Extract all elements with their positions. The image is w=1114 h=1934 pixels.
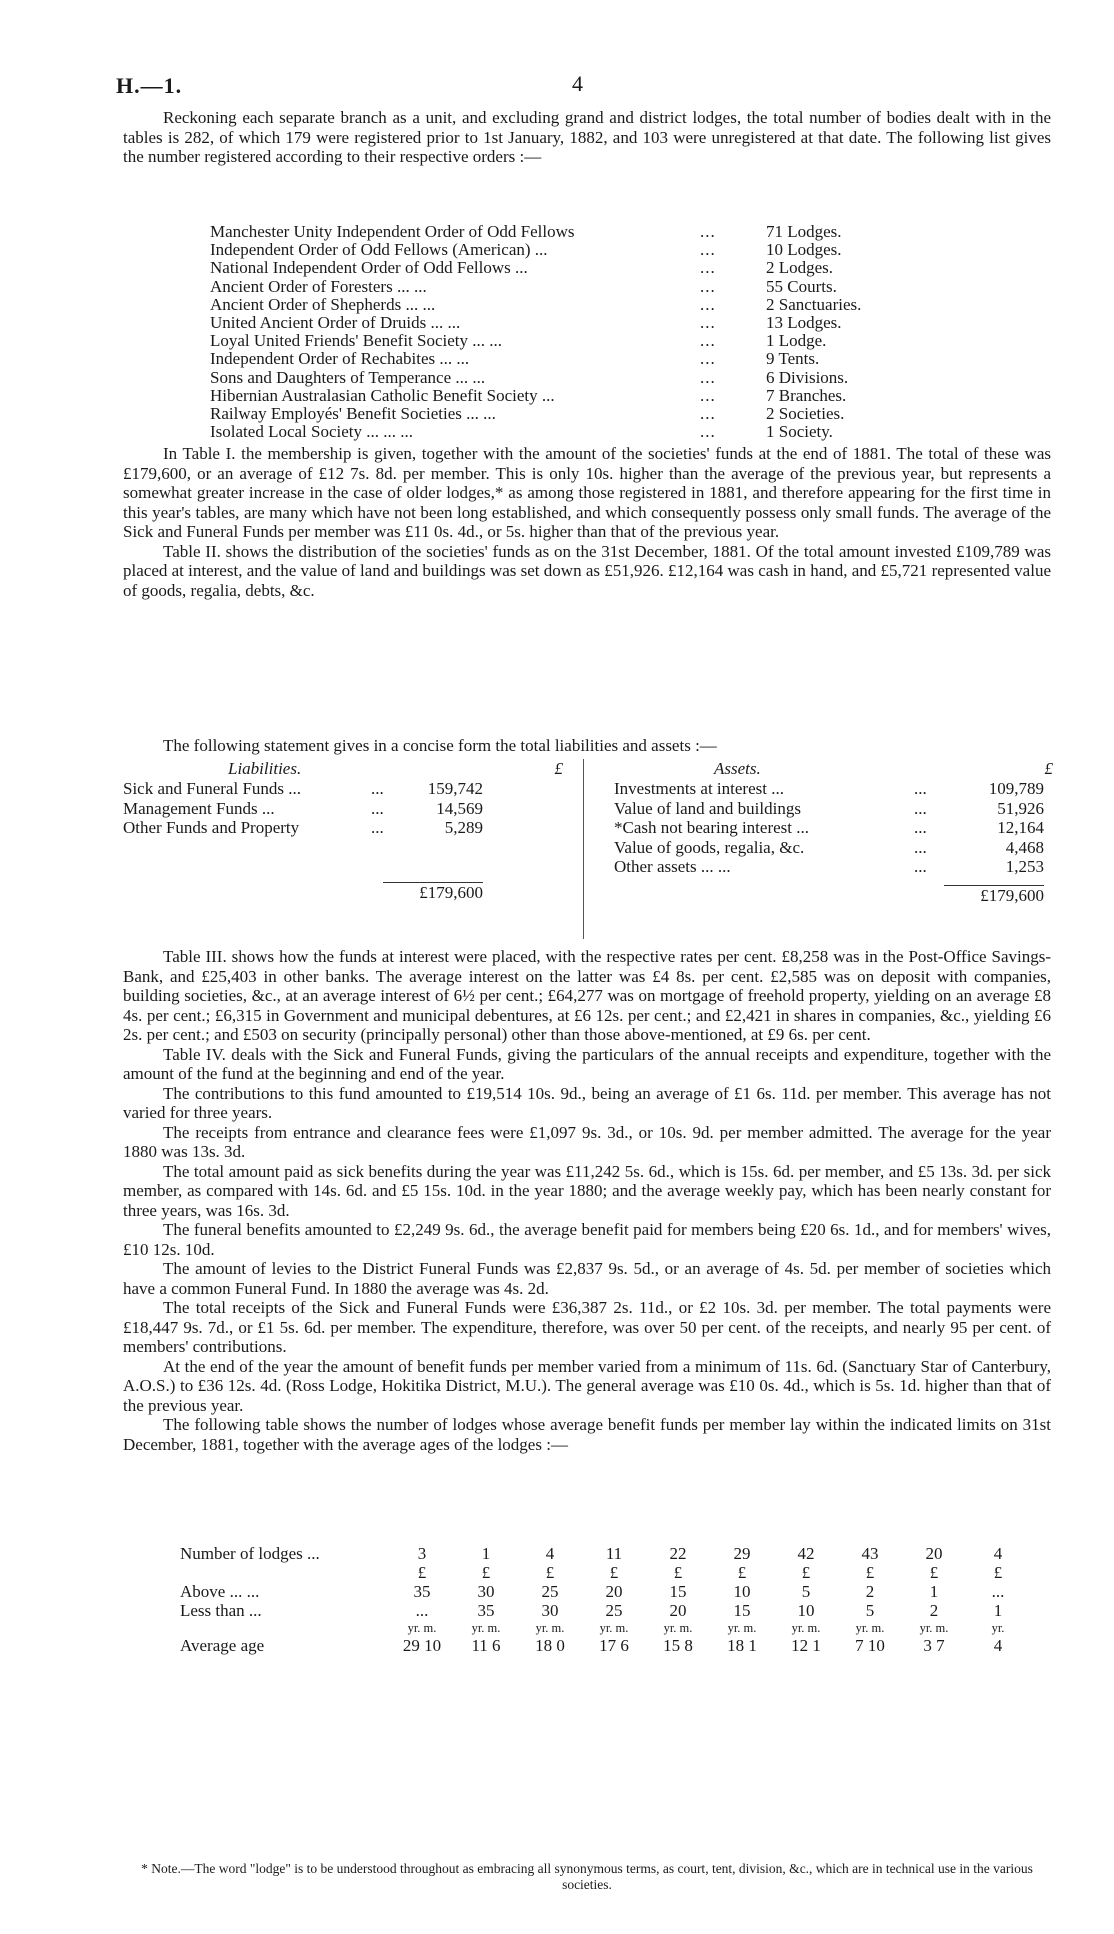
- asset-row: [594, 857, 1053, 877]
- currency-mark: £: [609, 1563, 619, 1582]
- currency-mark: £: [865, 1563, 875, 1582]
- lodge-count: 4: [993, 1544, 1003, 1563]
- average-age-value: 4: [993, 1636, 1003, 1655]
- asset-dots: ...: [914, 857, 927, 876]
- order-row: [210, 223, 990, 241]
- age-unit: yr. m.: [855, 1621, 885, 1635]
- liability-value: 5,289: [444, 818, 483, 837]
- currency-mark: £: [673, 1563, 683, 1582]
- order-name: Hibernian Australasian Catholic Benefit Society ...: [210, 385, 555, 405]
- liability-row: [123, 818, 563, 838]
- age-unit: yr. m.: [727, 1621, 757, 1635]
- order-count: 6 Divisions.: [766, 367, 849, 387]
- asset-label: Investments at interest ...: [614, 779, 784, 798]
- asset-dots: ...: [914, 837, 927, 857]
- order-row: [210, 314, 990, 332]
- liabilities-currency: £: [554, 759, 563, 778]
- following-table-paragraph: The following table shows the number of lodges whose average benefit funds per member lay within the indicated limits on 31st December, 1881, together with the average ages of the lodges :—: [123, 1415, 1051, 1454]
- table2-paragraph: Table II. shows the distribution of the societies' funds as on the 31st December, 1881. Of the total amount invested £109,789 was placed at interest, and the value of land and buildings was set down as £51,926. £12,164 was cash in hand, and £5,721 represented value of goods, regalia, debts, &c.: [123, 541, 1051, 600]
- currency-mark: £: [929, 1563, 939, 1582]
- asset-label: Other assets ... ...: [614, 857, 731, 876]
- above-value: 10: [733, 1582, 751, 1601]
- order-count: 7 Branches.: [766, 385, 847, 405]
- order-name: National Independent Order of Odd Fellows ...: [210, 258, 528, 278]
- order-name: United Ancient Order of Druids ... ...: [210, 312, 461, 332]
- less-than-value: 35: [477, 1601, 495, 1620]
- table1-paragraph: In Table I. the membership is given, together with the amount of the societies' funds at the end of 1881. The total of these was £179,600, or an average of £12 7s. 8d. per member. This is only 10s. higher than the average of the previous year, but represents a somewhat greater increase in the case of older lodges,* as among those registered in 1881, and therefore appearing for the first time in this year's tables, are many which have not been long established, and which consequently possess only small funds. The average of the Sick and Funeral Funds per member was £11 0s. 4d., or 5s. higher than that of the previous year.: [123, 444, 1051, 541]
- table4-paragraph: Table IV. deals with the Sick and Funeral Funds, giving the particulars of the annual receipts and expenditure, together with the amount of the fund at the beginning and end of the year.: [123, 1044, 1051, 1083]
- liability-dots: ...: [371, 779, 384, 798]
- table3-paragraph: Table III. shows how the funds at interest were placed, with the respective rates per cent. £8,258 was in the Post-Office Savings-Bank, and £25,403 in other banks. The average interest on the latter was £4 8s. per cent. £2,585 was on deposit with companies, building societies, &c., at an average interest of 6½ per cent.; £64,277 was on mortgage of freehold property, yielding on an average £8 4s. per cent.; £6,315 in Government and municipal debentures, at £6 12s. per cent.; and £2,421 in shares in companies, &c., yielding £6 2s. per cent.; and £503 on security (principally personal) other than those above-mentioned, at £9 6s. per cent.: [123, 947, 1051, 1044]
- lodge-count: 43: [861, 1544, 879, 1563]
- report-reference: H.—1.: [116, 73, 183, 98]
- age-unit: yr. m.: [791, 1621, 821, 1635]
- above-value: 30: [477, 1582, 495, 1601]
- order-row: [210, 259, 990, 277]
- order-name: Loyal United Friends' Benefit Society ... ...: [210, 331, 503, 351]
- currency-mark: £: [481, 1563, 491, 1582]
- statement-intro-section: [123, 736, 1051, 756]
- order-count: 13 Lodges.: [766, 312, 842, 332]
- age-unit: yr. m.: [407, 1621, 437, 1635]
- above-value: 1: [929, 1582, 939, 1601]
- order-row: [210, 296, 990, 314]
- age-unit: yr. m.: [663, 1621, 693, 1635]
- age-unit: yr. m.: [535, 1621, 565, 1635]
- liability-dots: ...: [371, 818, 384, 837]
- order-dots: ...: [700, 385, 716, 405]
- liabilities-total: £179,600: [383, 882, 483, 903]
- currency-mark: £: [993, 1563, 1003, 1582]
- order-dots: ...: [700, 422, 716, 442]
- age-unit: yr.: [991, 1621, 1005, 1635]
- statement-intro: The following statement gives in a concise form the total liabilities and assets :—: [163, 736, 717, 755]
- asset-dots: ...: [914, 818, 927, 837]
- less-than-value: 25: [605, 1601, 623, 1620]
- page-number: 4: [572, 71, 583, 96]
- age-unit: yr. m.: [471, 1621, 501, 1635]
- end-of-year-paragraph: At the end of the year the amount of benefit funds per member varied from a minimum of 11s. 6d. (Sanctuary Star of Canterbury, A.O.S.) to £36 12s. 4d. (Ross Lodge, Hokitika District, M.U.). The general average was £10 0s. 4d., which is 5s. 1d. higher than that of the previous year.: [123, 1356, 1051, 1415]
- order-row: [210, 350, 990, 368]
- order-count: 2 Lodges.: [766, 258, 834, 278]
- liability-value: 159,742: [427, 779, 483, 798]
- order-name: Sons and Daughters of Temperance ... ...: [210, 367, 486, 387]
- order-dots: ...: [700, 349, 716, 369]
- liability-row: [123, 799, 563, 819]
- less-than-value: 5: [865, 1601, 875, 1620]
- above-label: Above ... ...: [180, 1582, 260, 1601]
- average-age-value: 17 6: [599, 1636, 629, 1655]
- average-age-value: 18 0: [535, 1636, 565, 1655]
- receipts-paragraph: The receipts from entrance and clearance fees were £1,097 9s. 3d., or 10s. 9d. per member admitted. The average for the year 1880 was 13s. 3d.: [123, 1122, 1051, 1161]
- asset-row: [594, 818, 1053, 838]
- age-unit: yr. m.: [919, 1621, 949, 1635]
- order-dots: ...: [700, 258, 716, 278]
- investments-section: [123, 947, 1051, 1454]
- less-than-value: 1: [993, 1601, 1003, 1620]
- order-row: [210, 369, 990, 387]
- less-than-value: 10: [797, 1601, 815, 1620]
- orders-list: [210, 223, 990, 441]
- order-count: 55 Courts.: [766, 276, 837, 296]
- asset-value: 1,253: [1005, 857, 1044, 876]
- above-value: 5: [801, 1582, 811, 1601]
- average-age-value: 12 1: [791, 1636, 821, 1655]
- age-unit: yr. m.: [599, 1621, 629, 1635]
- asset-label: Value of land and buildings: [614, 798, 801, 818]
- above-value: 15: [669, 1582, 687, 1601]
- asset-value: 109,789: [988, 779, 1044, 798]
- assets-table: [583, 759, 1053, 939]
- asset-value: 12,164: [997, 818, 1044, 837]
- asset-label: *Cash not bearing interest ...: [614, 818, 809, 837]
- asset-row: [594, 799, 1053, 819]
- order-dots: ...: [700, 294, 716, 314]
- lodge-count: 3: [417, 1544, 427, 1563]
- order-name: Independent Order of Odd Fellows (American) ...: [210, 240, 548, 260]
- order-row: [210, 405, 990, 423]
- lodge-count: 1: [481, 1544, 491, 1563]
- order-row: [210, 241, 990, 259]
- less-than-value: 2: [929, 1601, 939, 1620]
- asset-label: Value of goods, regalia, &c.: [614, 837, 805, 857]
- average-age-value: 7 10: [855, 1636, 885, 1655]
- asset-row: [594, 838, 1053, 858]
- above-value: 20: [605, 1582, 623, 1601]
- liability-label: Management Funds ...: [123, 798, 275, 818]
- average-age-value: 11 6: [471, 1636, 501, 1655]
- lodge-count: 29: [733, 1544, 751, 1563]
- order-row: [210, 278, 990, 296]
- assets-currency: £: [1044, 759, 1053, 778]
- levies-paragraph: The amount of levies to the District Funeral Funds was £2,837 9s. 5d., or an average of 4s. 5d. per member of societies which have a common Funeral Fund. In 1880 the average was 4s. 2d.: [123, 1259, 1051, 1298]
- intro-section: [123, 108, 1051, 167]
- order-name: Independent Order of Rechabites ... ...: [210, 349, 470, 369]
- order-row: [210, 332, 990, 350]
- liability-label: Sick and Funeral Funds ...: [123, 779, 302, 798]
- above-value: 35: [413, 1582, 431, 1601]
- currency-mark: £: [737, 1563, 747, 1582]
- lodge-count: 22: [669, 1544, 687, 1563]
- order-name: Ancient Order of Foresters ... ...: [210, 276, 427, 296]
- less-than-value: ...: [415, 1601, 429, 1620]
- asset-value: 51,926: [997, 798, 1044, 818]
- total-receipts-paragraph: The total receipts of the Sick and Funeral Funds were £36,387 2s. 11d., or £2 10s. 3d. per member. The total payments were £18,447 9s. 7d., or £1 5s. 6d. per member. The expenditure, therefore, was over 50 per cent. of the receipts, and nearly 95 per cent. of members' contributions.: [123, 1298, 1051, 1356]
- average-age-value: 18 1: [727, 1636, 757, 1655]
- footnote: * Note.—The word "lodge" is to be understood throughout as embracing all synonymous terms, as court, tent, division, &c., which are in technical use in the various societies.: [141, 1861, 1033, 1892]
- order-name: Manchester Unity Independent Order of Odd Fellows: [210, 222, 575, 241]
- contributions-paragraph: The contributions to this fund amounted to £19,514 10s. 9d., being an average of £1 6s. 11d. per member. This average has not varied for three years.: [123, 1083, 1051, 1122]
- above-value: 2: [865, 1582, 875, 1601]
- less-than-value: 15: [733, 1601, 751, 1620]
- asset-value: 4,468: [1005, 837, 1044, 857]
- order-row: [210, 387, 990, 405]
- liability-dots: ...: [371, 798, 384, 818]
- liability-value: 14,569: [436, 798, 483, 818]
- liability-label: Other Funds and Property: [123, 818, 300, 837]
- intro-paragraph: Reckoning each separate branch as a unit, and excluding grand and district lodges, the total number of bodies dealt with in the tables is 282, of which 179 were registered prior to 1st January, 1882, and 103 were unregistered at that date. The following list gives the number registered according to their respective orders :—: [123, 108, 1051, 166]
- order-count: 1 Lodge.: [766, 331, 827, 351]
- liabilities-heading: Liabilities.: [228, 759, 302, 778]
- less-than-label: Less than ...: [180, 1601, 262, 1620]
- average-age-value: 29 10: [402, 1636, 442, 1655]
- lodge-count: 20: [925, 1544, 943, 1563]
- currency-mark: £: [545, 1563, 555, 1582]
- funds-section: [123, 444, 1051, 600]
- asset-row: [594, 779, 1053, 799]
- liabilities-table: [123, 759, 563, 902]
- lodge-funds-table: [180, 1544, 1040, 1655]
- order-dots: ...: [700, 312, 716, 332]
- sick-benefits-paragraph: The total amount paid as sick benefits during the year was £11,242 5s. 6d., which is 15s. 6d. per member, and £5 13s. 3d. per sick member, as compared with 14s. 6d. and £5 15s. 10d. in the year 1880; and the average weekly pay, which has been nearly constant for three years, was 16s. 3d.: [123, 1161, 1051, 1220]
- asset-dots: ...: [914, 779, 927, 798]
- lodge-count: 4: [545, 1544, 555, 1563]
- assets-heading: Assets.: [714, 759, 761, 778]
- order-count: 9 Tents.: [766, 349, 820, 369]
- order-name: Isolated Local Society ... ... ...: [210, 422, 414, 442]
- order-dots: ...: [700, 222, 716, 241]
- currency-mark: £: [801, 1563, 811, 1582]
- lodge-count: 11: [605, 1544, 623, 1563]
- order-count: 1 Society.: [766, 422, 833, 442]
- less-than-value: 20: [669, 1601, 687, 1620]
- above-value: ...: [991, 1582, 1005, 1601]
- number-of-lodges-label: Number of lodges ...: [180, 1544, 320, 1563]
- lodge-count: 42: [797, 1544, 815, 1563]
- order-dots: ...: [700, 276, 716, 296]
- order-count: 10 Lodges.: [766, 240, 842, 260]
- average-age-value: 3 7: [923, 1636, 945, 1655]
- average-age-label: Average age: [180, 1636, 265, 1655]
- asset-dots: ...: [914, 798, 927, 818]
- assets-total: £179,600: [944, 885, 1044, 906]
- order-name: Ancient Order of Shepherds ... ...: [210, 294, 436, 314]
- less-than-value: 30: [541, 1601, 559, 1620]
- above-value: 25: [541, 1582, 559, 1601]
- order-count: 71 Lodges.: [766, 222, 842, 241]
- order-row: [210, 423, 990, 441]
- liability-row: [123, 779, 563, 799]
- average-age-value: 15 8: [663, 1636, 693, 1655]
- order-dots: ...: [700, 240, 716, 260]
- order-dots: ...: [700, 403, 716, 423]
- order-count: 2 Sanctuaries.: [766, 294, 862, 314]
- funeral-benefits-paragraph: The funeral benefits amounted to £2,249 9s. 6d., the average benefit paid for members being £20 6s. 1d., and for members' wives, £10 12s. 10d.: [123, 1220, 1051, 1259]
- currency-mark: £: [417, 1563, 427, 1582]
- order-dots: ...: [700, 331, 716, 351]
- order-count: 2 Societies.: [766, 403, 845, 423]
- order-name: Railway Employés' Benefit Societies ... ...: [210, 403, 496, 423]
- order-dots: ...: [700, 367, 716, 387]
